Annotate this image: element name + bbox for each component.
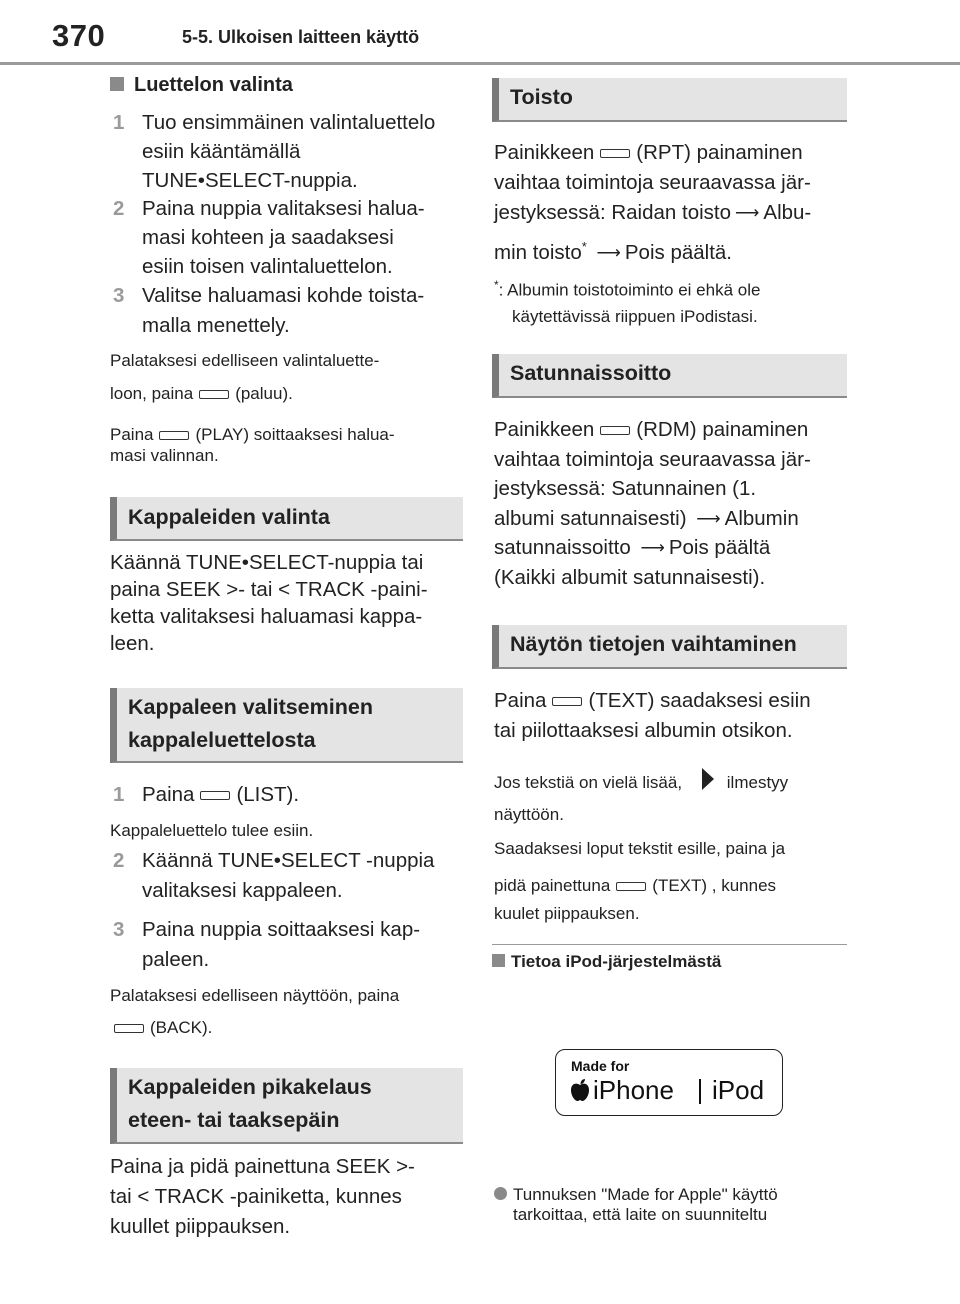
body-line: Paina ja pidä painettuna SEEK >- xyxy=(110,1155,415,1178)
arrow-right-icon: ⟶ xyxy=(640,538,665,557)
step-line: TUNE•SELECT-nuppia. xyxy=(142,169,358,192)
note-line: Tunnuksen "Made for Apple" käyttö xyxy=(494,1185,778,1205)
body-line: ketta valitaksesi haluamasi kappa- xyxy=(110,605,423,628)
body-line: jestyksessä: Raidan toisto ⟶ Albu- xyxy=(494,198,811,228)
section-title: Toisto xyxy=(510,85,573,109)
button-icon xyxy=(199,390,229,399)
note-line: (BACK). xyxy=(110,1017,399,1038)
section-toisto xyxy=(492,78,847,122)
section-title: Näytön tietojen vaihtaminen xyxy=(510,632,797,656)
step-2 xyxy=(113,194,425,281)
step-line: masi kohteen ja saadaksesi xyxy=(142,226,394,249)
arrow-right-icon: ⟶ xyxy=(735,203,760,222)
body-line: albumi satunnaisesti) ⟶ Albumin xyxy=(494,504,811,534)
note-line: Paina (PLAY) soittaaksesi halua- xyxy=(110,425,395,444)
step-list: 1 Paina (LIST). xyxy=(142,780,299,809)
arrow-right-icon: ⟶ xyxy=(596,242,621,262)
header-rule xyxy=(0,62,960,65)
step-2b xyxy=(113,846,435,906)
step-line: Käännä TUNE•SELECT -nuppia xyxy=(142,849,435,872)
sec5-body xyxy=(494,415,811,592)
badge-iphone: iPhone xyxy=(593,1075,674,1105)
arrow-right-icon: ⟶ xyxy=(696,508,721,528)
button-icon xyxy=(159,431,189,440)
step-number: 3 xyxy=(113,918,125,941)
section-title: Kappaleiden pikakelaus xyxy=(128,1075,372,1099)
list-heading xyxy=(110,74,293,97)
body-line: tai piilottaaksesi albumin otsikon. xyxy=(494,719,793,742)
section-pikakelaus xyxy=(110,1068,463,1144)
section-kappaleiden-valinta xyxy=(110,497,463,541)
sec4-body xyxy=(494,138,811,268)
step-line: paleen. xyxy=(142,948,210,971)
divider xyxy=(492,944,847,945)
note-line: tarkoittaa, että laite on suunniteltu xyxy=(513,1205,768,1224)
step-line: malla menettely. xyxy=(142,314,290,337)
step-1 xyxy=(113,108,436,195)
back2-note xyxy=(110,985,399,1038)
note-line: loon, paina (paluu). xyxy=(110,384,293,403)
section-title: Kappaleen valitseminen xyxy=(128,695,373,719)
step-3b xyxy=(113,915,421,975)
section-title: Kappaleiden valinta xyxy=(128,505,330,529)
page-number: 370 xyxy=(52,18,106,53)
section-title: Satunnaissoitto xyxy=(510,361,672,385)
button-icon xyxy=(114,1024,144,1033)
apple-logo-icon xyxy=(570,1078,590,1107)
more-text-icon xyxy=(701,766,715,801)
step-3 xyxy=(113,281,425,341)
button-icon xyxy=(600,149,630,158)
back-note xyxy=(110,350,379,404)
hold-text-note xyxy=(494,830,785,924)
section-nayton-tietojen xyxy=(492,625,847,669)
step-line: Valitse haluamasi kohde toista- xyxy=(142,284,425,307)
button-icon xyxy=(552,697,582,706)
bullet-icon xyxy=(494,1187,507,1200)
section-title: eteen- tai taaksepäin xyxy=(128,1108,340,1132)
button-icon xyxy=(200,791,230,800)
note-line: Saadaksesi loput tekstit esille, paina ja xyxy=(494,839,786,858)
step-number: 1 xyxy=(113,111,125,134)
body-line: Painikkeen (RDM) painaminen xyxy=(494,418,809,441)
body-line: Paina (TEXT) saadaksesi esiin xyxy=(494,689,811,712)
note-line: masi valinnan. xyxy=(110,446,219,465)
body-line: satunnaissoitto ⟶ Pois päältä xyxy=(494,533,811,563)
step-line: esiin toisen valintaluettelon. xyxy=(142,255,393,278)
made-for-iphone-ipod-badge xyxy=(555,1049,783,1116)
sec1-body xyxy=(110,549,428,657)
badge-separator xyxy=(699,1079,701,1104)
apple-note xyxy=(494,1185,778,1225)
body-line: Käännä TUNE•SELECT-nuppia tai xyxy=(110,551,424,574)
step-number: 2 xyxy=(113,197,125,220)
body-line: leen. xyxy=(110,632,155,655)
body-line: vaihtaa toimintoja seuraavassa jär- xyxy=(494,447,811,471)
note-line: kuulet piippauksen. xyxy=(494,904,640,923)
note-line: pidä painettuna (TEXT) , kunnes xyxy=(494,876,777,895)
body-line: vaihtaa toimintoja seuraavassa jär- xyxy=(494,171,811,194)
footnote xyxy=(494,272,760,330)
step-line: Tuo ensimmäinen valintaluettelo xyxy=(142,111,436,134)
play-note xyxy=(110,424,395,466)
step-line: Paina nuppia valitaksesi halua- xyxy=(142,197,425,220)
note-line: Jos tekstiä on vielä lisää, ilmestyy xyxy=(494,766,788,801)
body-line: jestyksessä: Satunnainen (1. xyxy=(494,477,757,500)
body-line: kuullet piippauksen. xyxy=(110,1215,291,1238)
footnote-line: *: Albumin toistotoiminto ei ehkä ole xyxy=(494,278,761,300)
button-icon xyxy=(600,426,630,435)
footnote-line: käytettävissä riippuen iPodistasi. xyxy=(512,306,758,326)
list-heading-text: Luettelon valinta xyxy=(134,74,293,96)
ipod-heading-text: Tietoa iPod-järjestelmästä xyxy=(511,952,722,971)
note-line: Palataksesi edelliseen valintaluette- xyxy=(110,351,380,370)
step-line: Paina nuppia soittaaksesi kap- xyxy=(142,918,421,941)
note-line: Palataksesi edelliseen näyttöön, paina xyxy=(110,986,400,1005)
ipod-heading xyxy=(492,952,721,972)
badge-ipod: iPod xyxy=(712,1075,765,1105)
body-line: Painikkeen (RPT) painaminen xyxy=(494,141,803,164)
square-bullet-icon xyxy=(492,954,505,967)
sec3-body xyxy=(110,1152,415,1242)
section-title: kappaleluettelosta xyxy=(128,728,316,752)
square-bullet-icon xyxy=(110,77,124,91)
body-line: min toisto* ⟶ Pois päältä. xyxy=(494,232,811,268)
list-note: Kappaleluettelo tulee esiin. xyxy=(110,821,314,840)
sec6-body xyxy=(494,686,811,746)
step-number: 1 xyxy=(113,783,125,806)
section-satunnaissoitto xyxy=(492,354,847,398)
badge-made-for: Made for xyxy=(571,1058,630,1074)
step-number: 2 xyxy=(113,849,125,872)
more-text-note xyxy=(494,766,788,829)
step-line: esiin kääntämällä xyxy=(142,140,301,163)
step-number: 3 xyxy=(113,284,125,307)
step-line: valitaksesi kappaleen. xyxy=(142,879,343,902)
body-line: tai < TRACK -painiketta, kunnes xyxy=(110,1185,402,1208)
note-line: näyttöön. xyxy=(494,805,564,824)
section-kappaleen-valitseminen xyxy=(110,688,463,763)
body-line: (Kaikki albumit satunnaisesti). xyxy=(494,565,766,589)
button-icon xyxy=(616,882,646,891)
chapter-title: 5-5. Ulkoisen laitteen käyttö xyxy=(182,27,420,47)
body-line: paina SEEK >- tai < TRACK -paini- xyxy=(110,578,428,601)
